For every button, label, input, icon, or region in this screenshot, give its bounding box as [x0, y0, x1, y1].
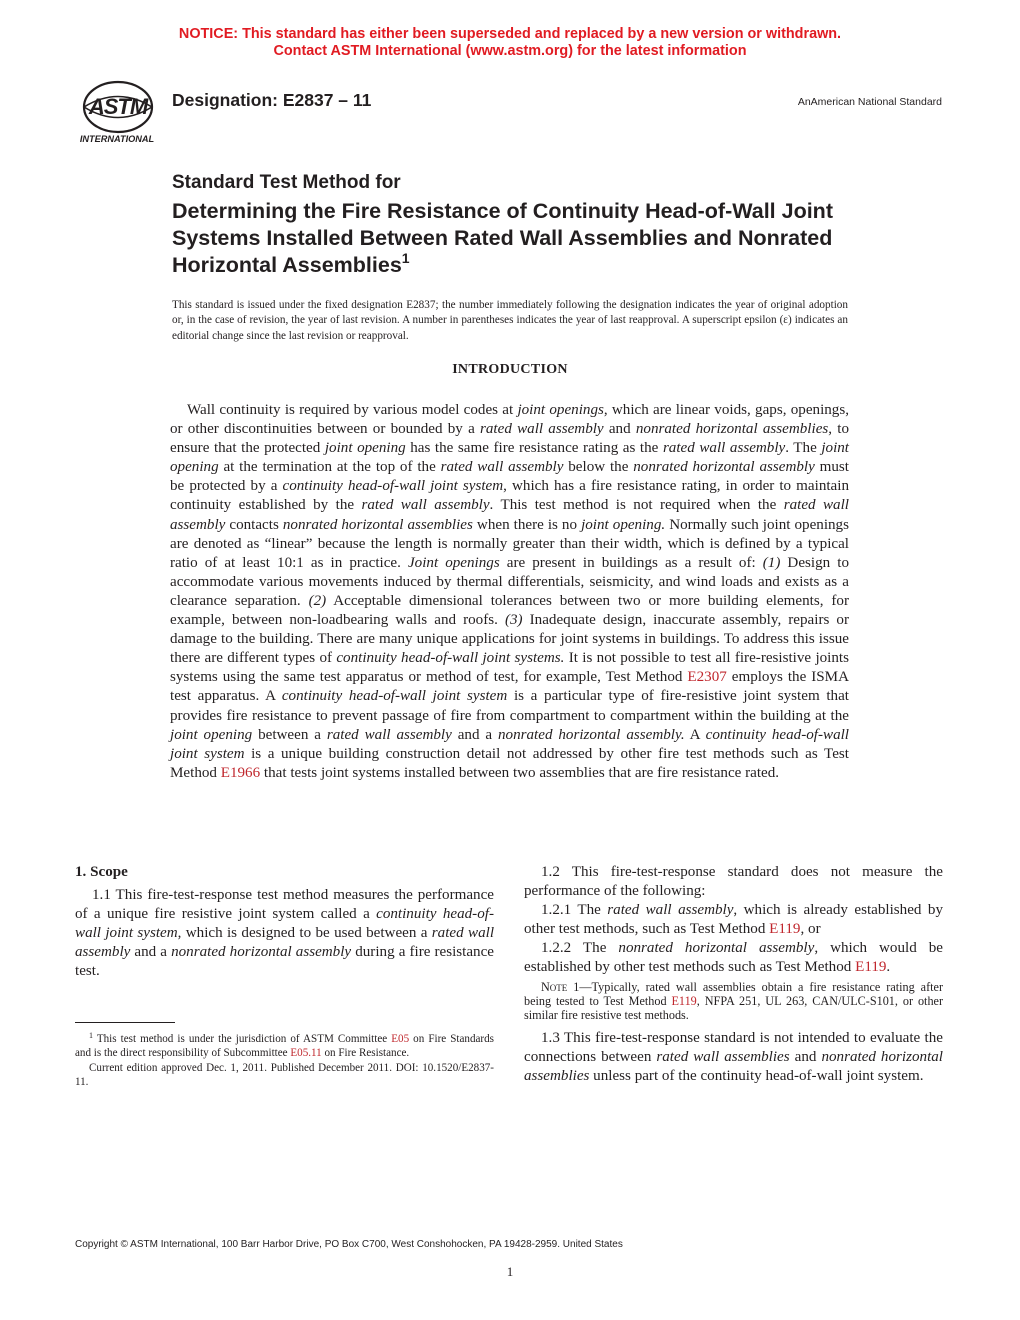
link-e05[interactable]: E05	[391, 1033, 410, 1045]
link-e119[interactable]: E119	[769, 921, 801, 938]
note-label: Note 1	[541, 979, 580, 994]
link-e1966[interactable]: E1966	[220, 764, 261, 781]
section-1-2-1: 1.2.1 The rated wall assembly, which is already established by other test methods, such as Test Method E119, or	[524, 902, 943, 938]
link-e119[interactable]: E119	[671, 993, 697, 1008]
title-prefix: Standard Test Method for	[172, 172, 401, 193]
copyright: Copyright © ASTM International, 100 Barr Harbor Drive, PO Box C700, West Conshohocken, PA 19428-2959. United States	[75, 1239, 623, 1250]
logo-international: INTERNATIONAL	[79, 134, 155, 144]
american-national-standard: AnAmerican National Standard	[797, 96, 942, 108]
section-1-2: 1.2 This fire-test-response standard does not measure the performance of the following:	[524, 864, 943, 900]
section-1-1: 1.1 This fire-test-response test method measures the performance of a unique fire resistive joint system called a continuity head-of-wall joint system, which is designed to be used between a rated wall assembly and a nonrated horizontal assembly during a fire resistance test.	[75, 887, 495, 980]
scope-heading: 1. Scope	[75, 864, 128, 880]
section-1-2-2: 1.2.2 The nonrated horizontal assembly, which would be established by other test methods such as Test Method E119.	[524, 940, 943, 976]
introduction-paragraph: Wall continuity is required by various model codes at joint openings, which are linear voids, gaps, openings, or other discontinuities between or bounded by a rated wall assembly and nonrated horizontal assemblies, to ensure that the protected joint opening has the same fire resistance rating as the rated wall assembly. The joint opening at the termination at the top of the rated wall assembly below the nonrated horizontal assembly must be protected by a continuity head-of-wall joint system, which has a fire resistance rating, in order to maintain continuity established by the rated wall assembly. This test method is not required when the rated wall assembly contacts nonrated horizontal assemblies when there is no joint opening. Normally such joint openings are denoted as “linear” because the length is normally greater than their width, which is defined by a typical ratio of at least 10:1 as in practice. Joint openings are present in buildings as a result of: (1) Design to accommodate various movements induced by thermal differentials, seismicity, and wind loads and exists as a clearance separation. (2) Acceptable dimensional tolerances between two or more building elements, for example, between non-loadbearing walls and roofs. (3) Inadequate design, inaccurate assembly, repairs or damage to the building. There are many unique applications for joint systems in buildings. To address this issue there are different types of continuity head-of-wall joint systems. It is not possible to test all fire-resistive joints systems using the same test apparatus or method of test, for example, Test Method E2307 employs the ISMA test apparatus. A continuity head-of-wall joint system is a particular type of fire-resistive joint system that provides fire resistance to prevent passage of fire from compartment to compartment within the building at the joint opening between a rated wall assembly and a nonrated horizontal assembly. A continuity head-of-wall joint system is a unique building construction detail not addressed by other fire test methods such as Test Method E1966 that tests joint systems installed between two assemblies that are fire resistance rated.	[170, 402, 850, 781]
title-text: Determining the Fire Resistance of Continuity Head-of-Wall Joint Systems Installed Between Rated Wall Assemblies and Nonrated Horizontal Assemblies	[172, 199, 833, 277]
logo-letters: ASTM	[88, 94, 148, 119]
footnotes	[75, 1032, 494, 1090]
footnote-1: $^1$ This test method is under the jurisdiction of ASTM Committee E05 on Fire Standards and is the direct responsibility of Subcommittee E05.11 on Fire Resistance.	[75, 1031, 494, 1060]
astm-logo-icon	[74, 74, 160, 146]
page-number: 1	[506, 1264, 514, 1279]
title-footnote-mark[interactable]: 1	[401, 250, 410, 266]
introduction-body	[170, 401, 849, 783]
note-1: Note 1—Typically, rated wall assemblies obtain a fire resistance rating after being tested to Test Method E119, NFPA 251, UL 263, CAN/ULC-S101, or other similar fire resistive test methods.	[524, 979, 944, 1023]
notice-line-1: NOTICE: This standard has either been superseded and replaced by a new version or withdrawn.	[178, 26, 842, 42]
link-e119[interactable]: E119	[855, 959, 887, 976]
footnote-divider	[75, 1022, 175, 1023]
designation: Designation: E2837 – 11	[172, 90, 372, 110]
left-column	[75, 863, 494, 982]
link-e05-11[interactable]: E05.11	[290, 1047, 322, 1060]
edition-note: Current edition approved Dec. 1, 2011. Published December 2011. DOI: 10.1520/E2837-11.	[75, 1061, 494, 1089]
notice-line-2: Contact ASTM International (www.astm.org) for the latest information	[273, 43, 747, 59]
link-e2307[interactable]: E2307	[687, 669, 727, 686]
introduction-heading: INTRODUCTION	[452, 362, 568, 377]
superseded-notice	[0, 26, 1020, 60]
section-1-3: 1.3 This fire-test-response standard is not intended to evaluate the connections between rated wall assemblies and nonrated horizontal assemblies unless part of the continuity head-of-wall joint system.	[524, 1029, 943, 1084]
issue-note: This standard is issued under the fixed designation E2837; the number immediately following the designation indicates the year of original adoption or, in the case of revision, the year of last revision. A number in parentheses indicates the year of last reapproval. A superscript epsilon (ε) indicates an editorial change since the last revision or reapproval.	[172, 299, 848, 342]
page-title	[172, 198, 872, 279]
right-column	[524, 863, 943, 1086]
